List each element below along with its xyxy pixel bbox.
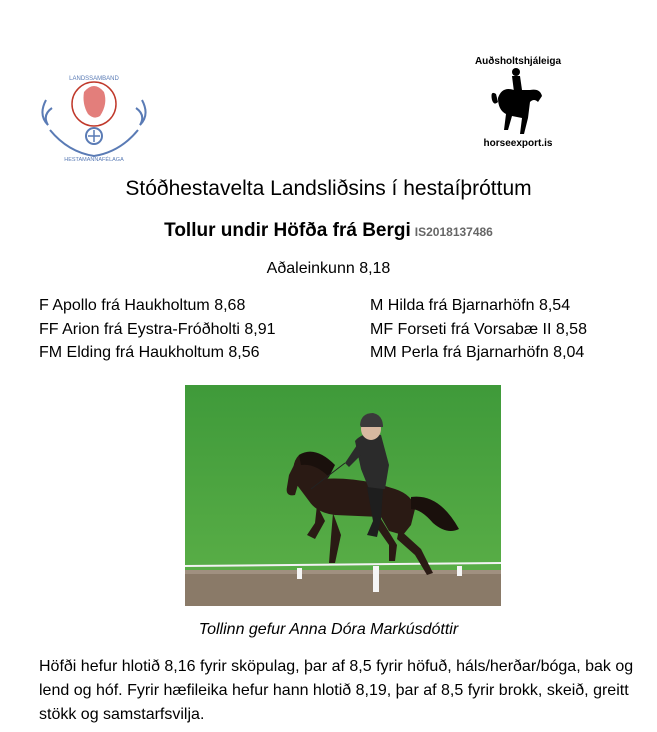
sire-sire: FF Arion frá Eystra-Fróðholti 8,91 [39,320,276,338]
landssamband-logo [38,70,150,162]
dam-sire: MF Forseti frá Vorsabæ II 8,58 [370,320,587,338]
page-title: Stóðhestavelta Landsliðsins í hestaíþróttum [125,177,532,200]
logo-right-bottom-text: horseexport.is [483,138,553,149]
sire: F Apollo frá Haukholtum 8,68 [39,297,246,314]
dam-pedigree [370,294,587,365]
sire-pedigree [39,294,276,365]
sire-dam: FM Elding frá Haukholtum 8,56 [39,344,260,361]
photo-caption: Tollinn gefur Anna Dóra Markúsdóttir [198,621,459,638]
audsholtshjaleiga-logo [468,50,568,150]
registration-number: IS2018137486 [414,225,493,239]
logo-right-top-text: Auðsholtshjáleiga [474,56,562,67]
logo-left-bottom-text: HESTAMANNAFÉLAGA [64,157,124,162]
dam-dam: MM Perla frá Bjarnarhöfn 8,04 [370,344,585,361]
horse-heading [0,219,657,244]
horse-name: Tollur undir Höfða frá Bergi [164,220,411,241]
main-score: Aðaleinkunn 8,18 [266,260,391,277]
landssamband-logo-icon [38,70,150,162]
horse-rider-photo-icon [185,385,501,606]
logo-left-top-text: LANDSSAMBAND [69,76,119,82]
horse-photo [185,385,501,606]
horse-rider-silhouette-icon [468,50,568,150]
description-paragraph: Höfði hefur hlotið 8,16 fyrir sköpulag, þar af 8,5 fyrir höfuð, háls/herðar/bóga, bak og lend og hóf. Fyrir hæfileika hefur hann hlotið 8,19, þar af 8,5 fyrir brokk, skeið, greitt stökk og samstarfsvilja. [39,658,634,723]
dam: M Hilda frá Bjarnarhöfn 8,54 [370,297,571,314]
